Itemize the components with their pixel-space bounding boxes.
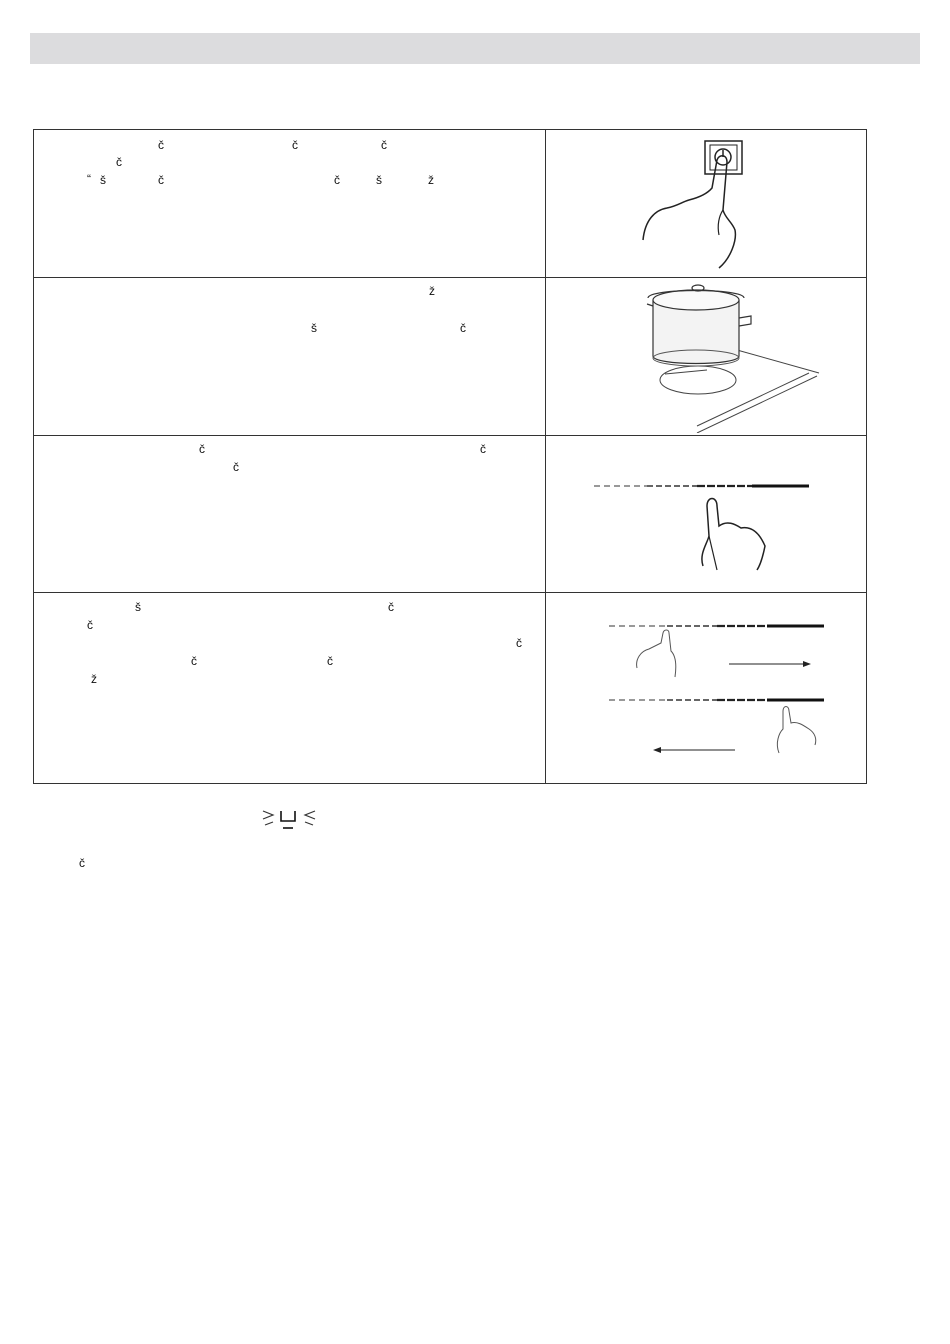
- step-row-1: [34, 130, 867, 278]
- step-4-glyph: š: [135, 600, 141, 614]
- step-4-glyph: č: [191, 654, 197, 668]
- step-1-glyph: č: [158, 138, 164, 152]
- instructions-table: [33, 129, 867, 784]
- step-2-figure: [546, 278, 867, 436]
- step-1-glyph: č: [158, 173, 164, 187]
- footer-glyph: č: [79, 856, 85, 870]
- step-1-glyph: š: [376, 173, 382, 187]
- step-4-text: [34, 593, 546, 784]
- step-1-glyph: š: [100, 173, 106, 187]
- step-3-figure: [546, 436, 867, 593]
- finger-pressing-power-button-icon: [547, 130, 865, 275]
- finger-on-slider-icon: [547, 436, 865, 590]
- step-4-glyph: č: [388, 600, 394, 614]
- step-3-text: [34, 436, 546, 593]
- step-row-3: [34, 436, 867, 593]
- step-2-glyph: č: [460, 321, 466, 335]
- step-2-glyph: š: [311, 321, 317, 335]
- step-1-text: [34, 130, 546, 278]
- step-row-2: [34, 278, 867, 436]
- step-1-figure: [546, 130, 867, 278]
- flashing-indicator-icon: [261, 807, 317, 831]
- step-4-figure: [546, 593, 867, 784]
- step-1-glyph: č: [292, 138, 298, 152]
- step-3-glyph: č: [199, 442, 205, 456]
- step-1-glyph: “: [87, 172, 91, 186]
- pot-on-cooktop-icon: [547, 278, 865, 433]
- swipe-slider-icon: [547, 593, 865, 781]
- step-4-glyph: č: [516, 636, 522, 650]
- step-2-glyph: ž: [429, 284, 435, 298]
- step-3-glyph: č: [480, 442, 486, 456]
- step-1-glyph: č: [381, 138, 387, 152]
- step-4-glyph: ž: [91, 672, 97, 686]
- step-2-text: [34, 278, 546, 436]
- step-4-glyph: č: [87, 618, 93, 632]
- step-4-glyph: č: [327, 654, 333, 668]
- step-1-glyph: ž: [428, 173, 434, 187]
- step-1-glyph: č: [116, 155, 122, 169]
- step-3-glyph: č: [233, 460, 239, 474]
- step-1-glyph: č: [334, 173, 340, 187]
- section-header-bar: [30, 33, 920, 64]
- step-row-4: [34, 593, 867, 784]
